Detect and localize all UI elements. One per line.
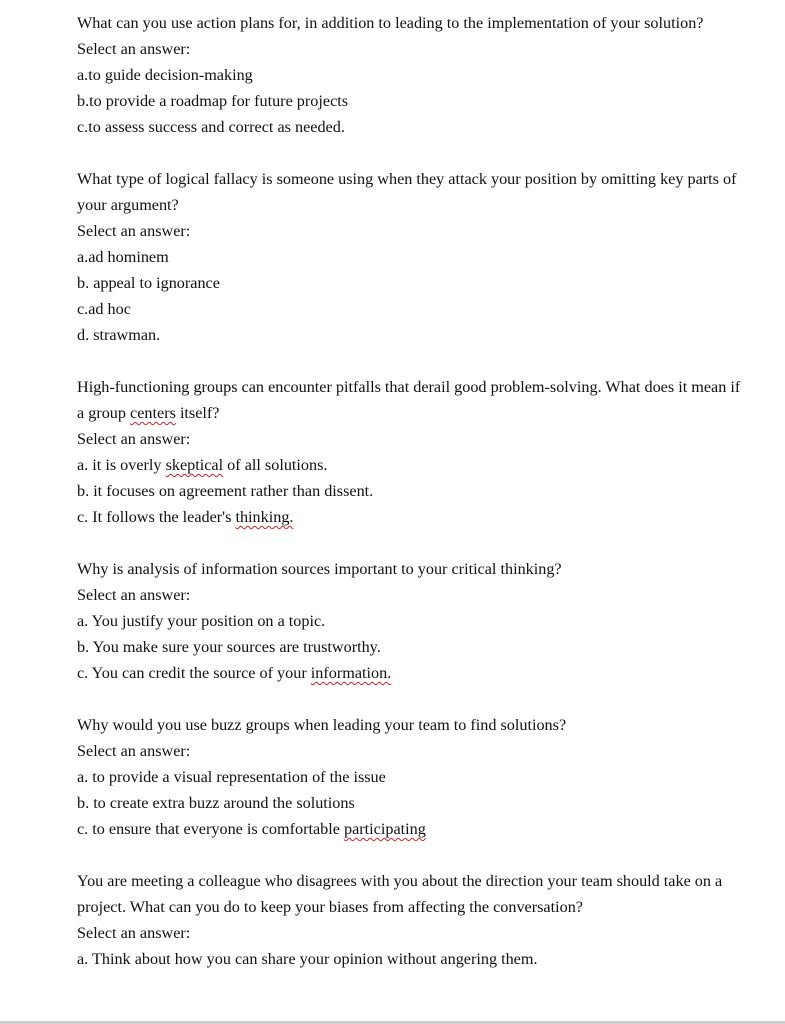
answer-option[interactable] — [77, 816, 745, 842]
spellcheck-flagged-word: skeptical — [165, 456, 224, 474]
answer-option[interactable] — [77, 634, 745, 660]
question-block — [77, 556, 745, 686]
option-text: of all solutions. — [223, 456, 328, 474]
option-text: b. it focuses on agreement rather than dissent. — [77, 482, 374, 500]
question-text: What type of logical fallacy is someone using when they attack your position by omitting key parts of your argument? — [77, 170, 737, 214]
select-prompt: Select an answer: — [77, 430, 191, 448]
answer-option[interactable]: d. strawman. — [77, 326, 161, 344]
question-text-part: High-functioning groups can encounter pitfalls that derail good problem-solving. What does it mean if a group — [77, 378, 741, 422]
answer-option[interactable] — [77, 452, 745, 478]
select-prompt: Select an answer: — [77, 924, 191, 942]
select-prompt: Select an answer: — [77, 742, 191, 760]
answer-option[interactable]: c.to assess success and correct as needed. — [77, 118, 345, 136]
option-text: c. to ensure that everyone is comfortable — [77, 820, 344, 838]
answer-option[interactable] — [77, 660, 745, 686]
document-body — [77, 10, 745, 998]
answer-option[interactable] — [77, 790, 745, 816]
answer-option[interactable] — [77, 608, 745, 634]
option-text: a. You justify your position on a topic. — [77, 612, 326, 630]
select-prompt: Select an answer: — [77, 586, 191, 604]
answer-option[interactable]: a. Think about how you can share your opinion without angering them. — [77, 950, 538, 968]
select-prompt: Select an answer: — [77, 40, 191, 58]
answer-option[interactable] — [77, 764, 745, 790]
option-text: b. You make sure your sources are trustworthy. — [77, 638, 381, 656]
option-text: b. to create extra buzz around the solutions — [77, 794, 355, 812]
question-text: Why would you use buzz groups when leading your team to find solutions? — [77, 716, 567, 734]
answer-option[interactable]: a.to guide decision-making — [77, 66, 253, 84]
answer-option[interactable] — [77, 478, 745, 504]
question-text-part: itself? — [175, 404, 220, 422]
option-text: a. to provide a visual representation of the issue — [77, 768, 386, 786]
question-text — [77, 374, 745, 426]
answer-option[interactable]: c.ad hoc — [77, 300, 131, 318]
answer-option[interactable]: b. appeal to ignorance — [77, 274, 220, 292]
question-text: You are meeting a colleague who disagrees with you about the direction your team should take on a project. What can you do to keep your biases from affecting the conversation? — [77, 872, 723, 916]
question-text: What can you use action plans for, in addition to leading to the implementation of your solution? — [77, 14, 704, 32]
question-text: Why is analysis of information sources important to your critical thinking? — [77, 560, 562, 578]
question-block — [77, 374, 745, 530]
option-text: c. You can credit the source of your — [77, 664, 311, 682]
option-text: c. It follows the leader's — [77, 508, 236, 526]
question-block — [77, 868, 745, 972]
spellcheck-flagged-word: thinking. — [235, 508, 294, 526]
answer-option[interactable] — [77, 504, 745, 530]
spellcheck-flagged-word: information. — [310, 664, 392, 682]
spellcheck-flagged-word: participating — [344, 820, 426, 838]
option-text: a. it is overly — [77, 456, 166, 474]
spellcheck-flagged-word: centers — [130, 404, 176, 422]
question-block — [77, 10, 745, 140]
question-block — [77, 166, 745, 348]
answer-option[interactable]: b.to provide a roadmap for future projects — [77, 92, 349, 110]
answer-option[interactable]: a.ad hominem — [77, 248, 169, 266]
question-block — [77, 712, 745, 842]
select-prompt: Select an answer: — [77, 222, 191, 240]
